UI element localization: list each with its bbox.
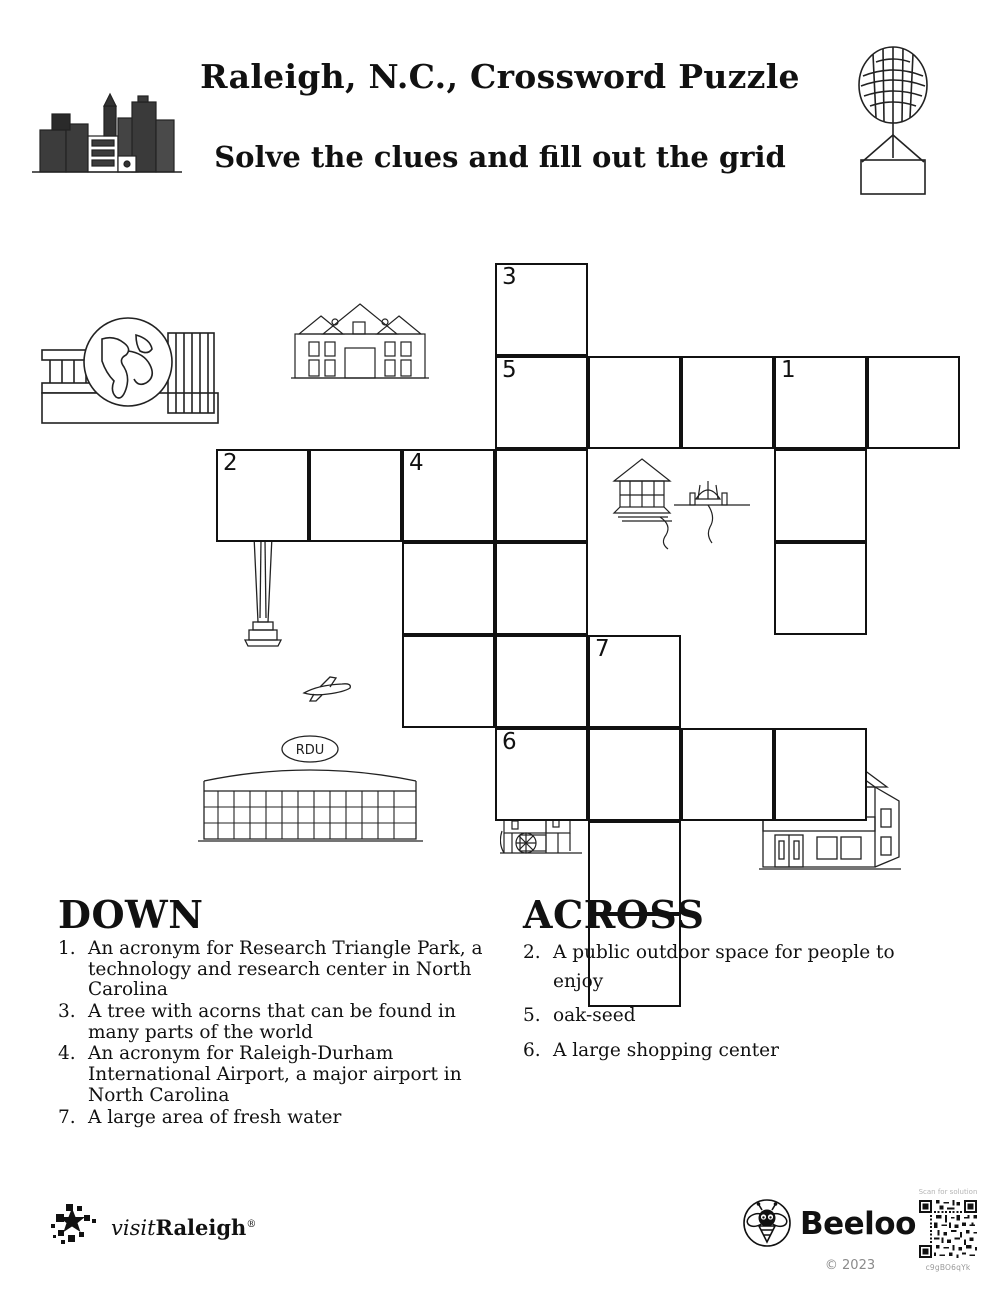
clue-item: [58, 939, 488, 1001]
beeloo-bee-icon: [742, 1198, 792, 1248]
qr-caption: Scan for solution: [918, 1188, 978, 1196]
beeloo-logo: [742, 1198, 916, 1254]
clue-number: 6.: [523, 1039, 541, 1061]
clue-number: 2.: [523, 941, 541, 963]
cell-r3c3[interactable]: [495, 542, 588, 635]
visit-raleigh-visit-text: visit: [111, 1216, 156, 1240]
page-title: Raleigh, N.C., Crossword Puzzle: [200, 57, 800, 96]
cell-r0c3[interactable]: [495, 263, 588, 356]
cell-r2c1[interactable]: [309, 449, 402, 542]
gazebo-fountain-icon: [612, 455, 752, 550]
cell-number: 5: [502, 357, 517, 383]
qr-code-text: c9gBO6qYk: [925, 1263, 971, 1272]
down-heading: DOWN: [58, 892, 204, 937]
cell-r2c0[interactable]: [216, 449, 309, 542]
page-header: [0, 0, 1000, 215]
clue-text: oak-seed: [553, 1005, 636, 1027]
cell-number: 6: [502, 729, 517, 755]
qr-block[interactable]: [908, 1188, 988, 1272]
cell-r1c7[interactable]: [867, 356, 960, 449]
cell-r1c4[interactable]: [588, 356, 681, 449]
clue-number: 5.: [523, 1005, 541, 1027]
cell-r5c5[interactable]: [681, 728, 774, 821]
clue-item: [58, 1044, 488, 1106]
qr-code-icon[interactable]: [917, 1198, 979, 1260]
beeloo-copyright: © 2023: [824, 1258, 876, 1273]
raleigh-skyline-icon: [32, 58, 182, 178]
clue-item: [523, 939, 923, 996]
clue-number: 1.: [58, 937, 76, 959]
clue-item: [58, 1108, 488, 1129]
clue-text: A large shopping center: [553, 1039, 779, 1061]
down-clue-list: [58, 939, 488, 1128]
across-clue-list: [523, 939, 923, 1066]
victorian-house-icon: [285, 300, 435, 390]
acorn-drop-sculpture-icon: [828, 40, 958, 200]
clue-text: An acronym for Research Triangle Park, a technology and research center in North Carolina: [88, 937, 483, 1001]
cell-r2c2[interactable]: [402, 449, 495, 542]
visit-raleigh-star-icon: [48, 1202, 106, 1248]
rdu-airport-icon: [198, 735, 423, 855]
clue-text: A public outdoor space for people to enjoy: [553, 941, 895, 992]
cell-r1c5[interactable]: [681, 356, 774, 449]
cell-r5c3[interactable]: [495, 728, 588, 821]
cell-r2c6[interactable]: [774, 449, 867, 542]
clues-section: [0, 892, 1000, 1185]
registered-mark: ®: [246, 1219, 257, 1230]
visit-raleigh-raleigh-text: Raleigh: [155, 1215, 247, 1240]
cell-number: 2: [223, 450, 238, 476]
cell-r4c4[interactable]: [588, 635, 681, 728]
cell-r4c2[interactable]: [402, 635, 495, 728]
cell-r3c2[interactable]: [402, 542, 495, 635]
page-subtitle: Solve the clues and fill out the grid: [214, 140, 786, 175]
visit-raleigh-wordmark: [111, 1215, 256, 1240]
cell-r3c6[interactable]: [774, 542, 867, 635]
globe-capitol-icon: [40, 305, 220, 430]
title-block: [190, 56, 810, 176]
down-clues-column: [58, 892, 488, 1129]
cell-number: 3: [502, 264, 517, 290]
cell-r5c6[interactable]: [774, 728, 867, 821]
cell-r1c6[interactable]: [774, 356, 867, 449]
cell-number: 1: [781, 357, 796, 383]
clue-number: 7.: [58, 1106, 76, 1128]
clue-item: [58, 1002, 488, 1043]
clue-number: 3.: [58, 1001, 76, 1023]
clue-item: [523, 1002, 923, 1031]
across-heading: ACROSS: [523, 892, 705, 937]
clue-item: [523, 1037, 923, 1066]
cell-r2c3[interactable]: [495, 449, 588, 542]
visit-raleigh-logo: [48, 1202, 257, 1248]
cell-number: 4: [409, 450, 424, 476]
svg-text:RDU: RDU: [295, 743, 325, 758]
across-clues-column: [523, 892, 923, 1072]
beeloo-wordmark: Beeloo: [800, 1206, 916, 1242]
airplane-icon: [300, 675, 355, 705]
cell-r4c3[interactable]: [495, 635, 588, 728]
cell-r5c4[interactable]: [588, 728, 681, 821]
page-footer: [0, 1180, 1000, 1294]
cell-number: 7: [595, 636, 610, 662]
cell-r1c3[interactable]: [495, 356, 588, 449]
clue-text: A large area of fresh water: [88, 1106, 342, 1128]
clue-text: An acronym for Raleigh-Durham International Airport, a major airport in North Carolina: [88, 1043, 462, 1106]
clue-number: 4.: [58, 1043, 76, 1065]
clue-text: A tree with acorns that can be found in many parts of the world: [88, 1001, 456, 1043]
